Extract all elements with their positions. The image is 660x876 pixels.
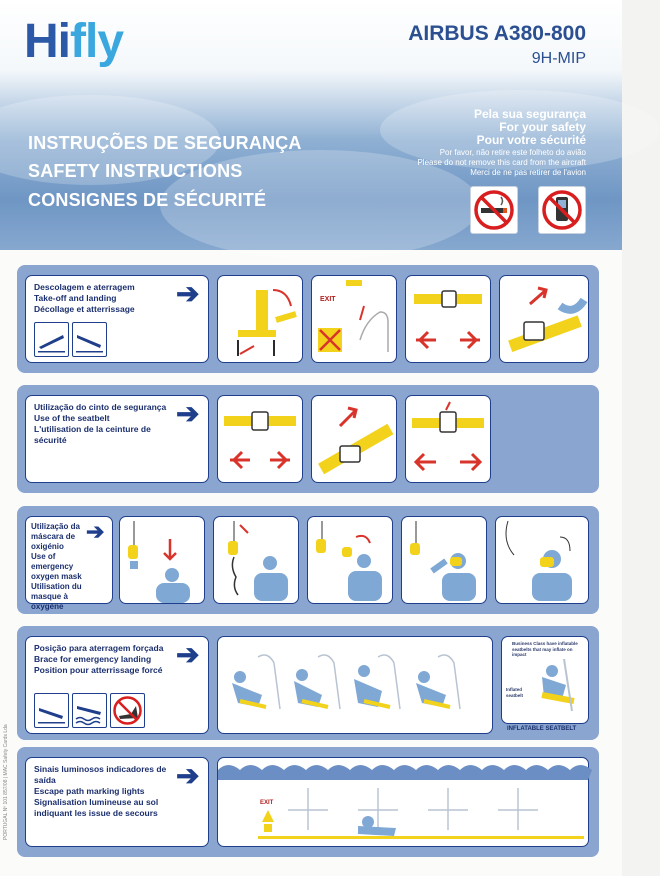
safety-line-pt: Pela sua segurança [473,107,586,121]
arrow-right-icon: ➔ [176,278,200,309]
mask-drop-illustration [119,516,205,604]
mask-on-illustration [495,516,589,604]
brace-label: Posição para aterragem forçada Brace for emergency landing Position pour atterrissage forcé [34,643,164,675]
safety-line-en: For your safety [499,120,586,134]
instruction-box-oxygen [25,516,113,611]
inflatable-seatbelt-caption: INFLATABLE SEATBELT [507,726,577,732]
no-mobile-phone-icon [538,186,586,234]
safety-line-fr: Pour votre sécurité [476,133,586,147]
aircraft-model: AIRBUS A380-800 [408,22,586,45]
exit-row-illustration [311,275,397,363]
instruction-box-brace [25,636,209,734]
seatbelt-label: Utilização do cinto de segurança Use of the seatbelt L'utilisation de la ceinture de sécurité [34,402,167,445]
brace-position-illustration [217,636,493,734]
panel-escape [17,747,599,857]
business-class-note: Business Class have inflatable seatbelts that may inflate on impact [512,641,578,657]
aircraft-registration: 9H-MIP [531,50,586,67]
side-print-text: PORTUGAL Nº 101 857/08 | MAC Safety Cards Lda [3,724,9,840]
escape-exit-label: EXIT [260,800,274,806]
remove-line-en: Please do not remove this card from the aircraft [417,158,586,167]
seatbelt-unfasten-illustration [499,275,589,363]
emergency-landing-icon [34,693,69,728]
exit-label: EXIT [320,296,336,303]
remove-line-pt: Por favor, não retire este folheto do avião [439,148,586,157]
instruction-box-seatbelt [25,395,209,483]
panel-seatbelt [17,385,599,493]
landing-icon [72,322,107,357]
panel-brace [17,626,599,740]
water-landing-icon [72,693,107,728]
belt-tighten-illustration [311,395,397,483]
arrow-right-icon: ➔ [176,398,200,429]
arrow-right-icon: ➔ [176,639,200,670]
title-en: SAFETY INSTRUCTIONS [28,161,243,181]
takeoff-label: Descolagem e aterragem Take-off and landing Décollage et atterrissage [34,282,135,314]
oxygen-label: Utilização da máscara de oxigénio Use of emergency oxygen mask Utilisation du masque à oxygène [31,522,82,611]
instruction-box-takeoff [25,275,209,363]
arrow-right-icon: ➔ [86,519,105,544]
escape-label: Sinais luminosos indicadores de saída Escape path marking lights Signalisation lumineuse au sol indiquant les issue de secours [34,764,167,818]
takeoff-icon [34,322,69,357]
panel-oxygen [17,506,599,614]
buckle-open-illustration [405,395,491,483]
seat-upright-illustration [217,275,303,363]
mask-strap-illustration [401,516,487,604]
mask-place-illustration [307,516,393,604]
seatbelt-fasten-illustration [405,275,491,363]
panel-takeoff [17,265,599,373]
inflated-seatbelt-label: Inflated seatbelt [506,687,524,698]
instruction-box-escape [25,757,209,847]
escape-path-illustration [217,757,589,847]
no-high-heels-icon [110,693,145,728]
title-fr: CONSIGNES DE SÉCURITÉ [28,190,267,210]
hifly-logo: Hifly [24,15,124,68]
buckle-close-illustration [217,395,303,483]
no-smoking-icon [470,186,518,234]
title-pt: INSTRUÇÕES DE SEGURANÇA [28,133,302,153]
inflatable-seatbelt-illustration [501,636,589,724]
mask-pull-illustration [213,516,299,604]
card-header [0,0,622,250]
arrow-right-icon: ➔ [176,760,200,791]
remove-line-fr: Merci de ne pas retirer de l'avion [470,168,586,177]
